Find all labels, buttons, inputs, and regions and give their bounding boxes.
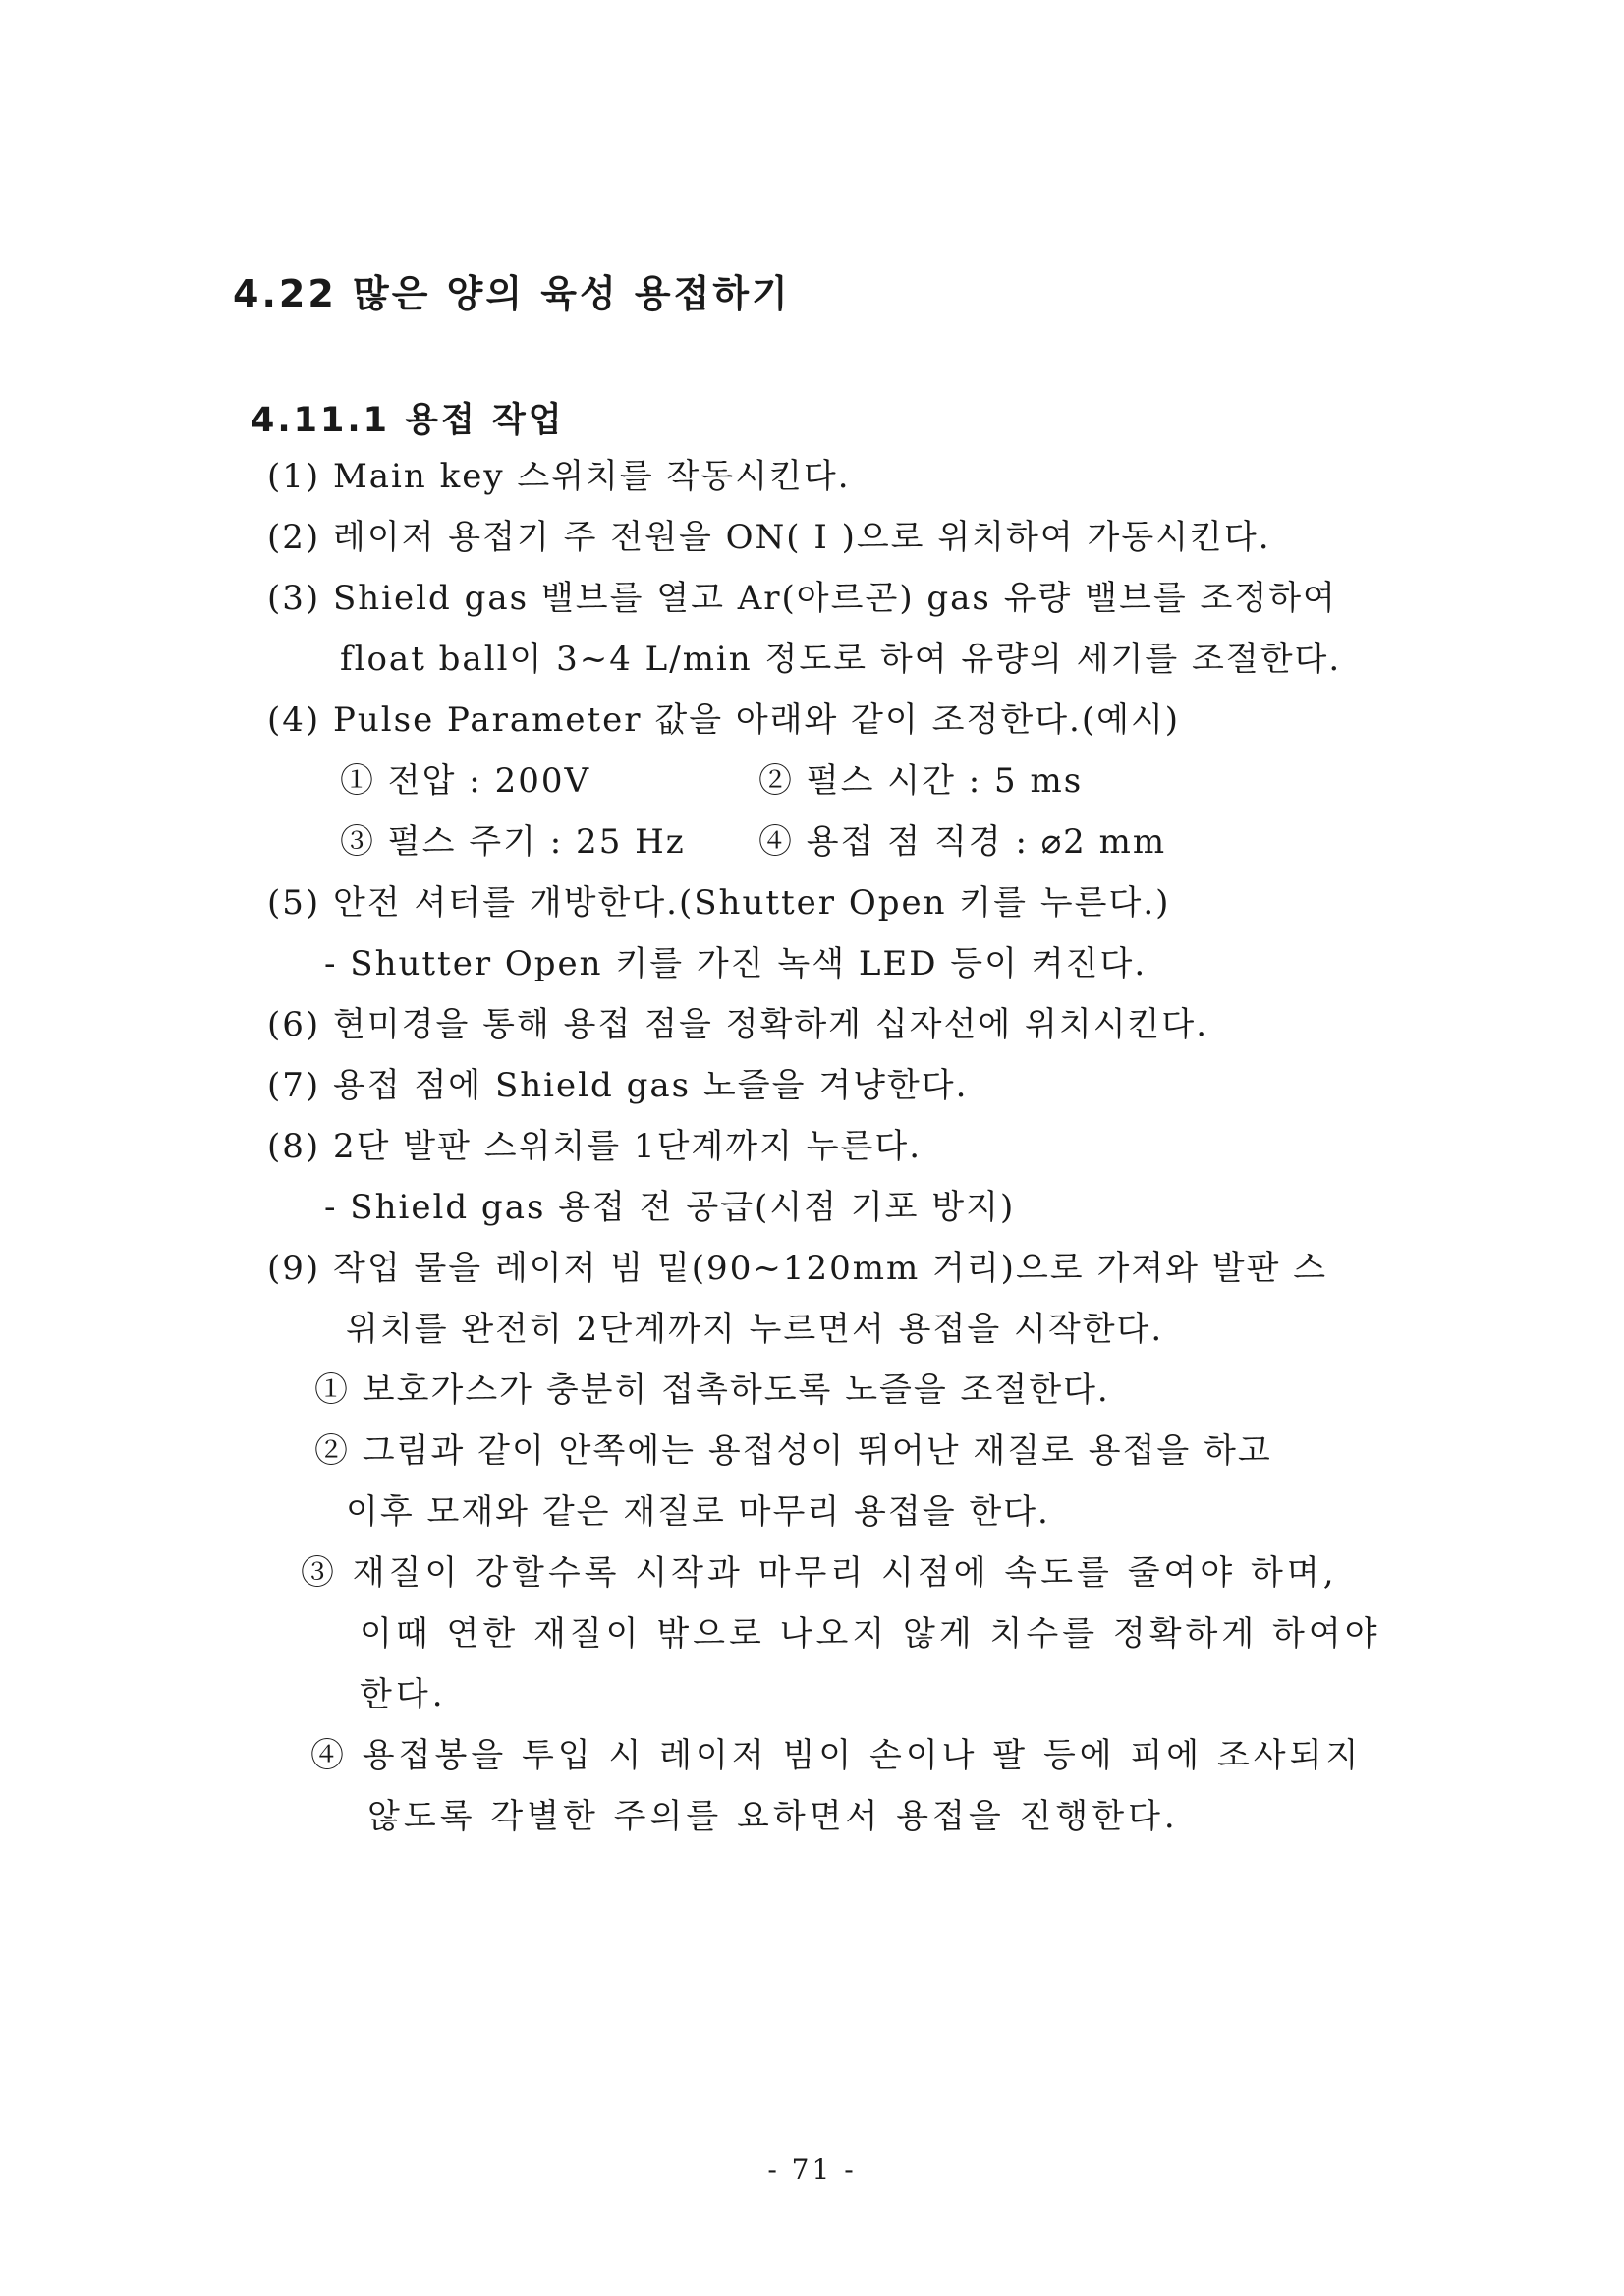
sub-item-2-continued: 이후 모재와 같은 재질로 마무리 용접을 한다. — [346, 1492, 1050, 1532]
parameter-spot-diameter: ④ 용접 점 직경 : ⌀2 mm — [758, 822, 1167, 862]
sub-item-1: ① 보호가스가 충분히 접촉하도록 노즐을 조절한다. — [314, 1371, 1110, 1410]
step-3: (3) Shield gas 밸브를 열고 Ar(아르곤) gas 유량 밸브를 조정하여 — [267, 579, 1337, 618]
step-5-note: - Shutter Open 키를 가진 녹색 LED 등이 켜진다. — [324, 944, 1148, 983]
sub-item-3-continued-1: 이때 연한 재질이 밖으로 나오지 않게 치수를 정확하게 하여야 — [360, 1614, 1381, 1653]
sub-item-2: ② 그림과 같이 안쪽에는 용접성이 뛰어난 재질로 용접을 하고 — [314, 1431, 1272, 1471]
sub-item-4: ④ 용접봉을 투입 시 레이저 빔이 손이나 팔 등에 피에 조사되지 — [310, 1736, 1363, 1775]
step-3-continued: float ball이 3~4 L/min 정도로 하여 유량의 세기를 조절한다. — [340, 640, 1342, 679]
step-9-continued: 위치를 완전히 2단계까지 누르면서 용접을 시작한다. — [346, 1310, 1164, 1349]
step-2: (2) 레이저 용접기 주 전원을 ON( I )으로 위치하여 가동시킨다. — [267, 518, 1271, 557]
step-4: (4) Pulse Parameter 값을 아래와 같이 조정한다.(예시) — [267, 700, 1181, 740]
step-6: (6) 현미경을 통해 용접 점을 정확하게 십자선에 위치시킨다. — [267, 1005, 1209, 1044]
step-7: (7) 용접 점에 Shield gas 노즐을 겨냥한다. — [267, 1066, 969, 1105]
step-5: (5) 안전 셔터를 개방한다.(Shutter Open 키를 누른다.) — [267, 883, 1171, 923]
sub-item-4-continued: 않도록 각별한 주의를 요하면서 용접을 진행한다. — [367, 1797, 1179, 1836]
section-title: 4.22 많은 양의 육성 용접하기 — [233, 272, 791, 315]
step-1: (1) Main key 스위치를 작동시킨다. — [267, 457, 851, 496]
step-9: (9) 작업 물을 레이저 빔 밑(90~120mm 거리)으로 가져와 발판 스 — [267, 1249, 1328, 1288]
subsection-title: 4.11.1 용접 작업 — [251, 401, 565, 440]
page-number: - 71 - — [767, 2154, 857, 2186]
sub-item-3: ③ 재질이 강할수록 시작과 마무리 시점에 속도를 줄여야 하며, — [301, 1553, 1338, 1593]
parameter-pulse-period: ③ 펄스 주기 : 25 Hz — [340, 822, 686, 862]
sub-item-3-continued-2: 한다. — [360, 1675, 447, 1714]
step-8: (8) 2단 발판 스위치를 1단계까지 누른다. — [267, 1127, 923, 1166]
parameter-pulse-time: ② 펄스 시간 : 5 ms — [758, 761, 1084, 801]
step-8-note: - Shield gas 용접 전 공급(시점 기포 방지) — [324, 1188, 1016, 1227]
parameter-voltage: ① 전압 : 200V — [340, 761, 591, 801]
